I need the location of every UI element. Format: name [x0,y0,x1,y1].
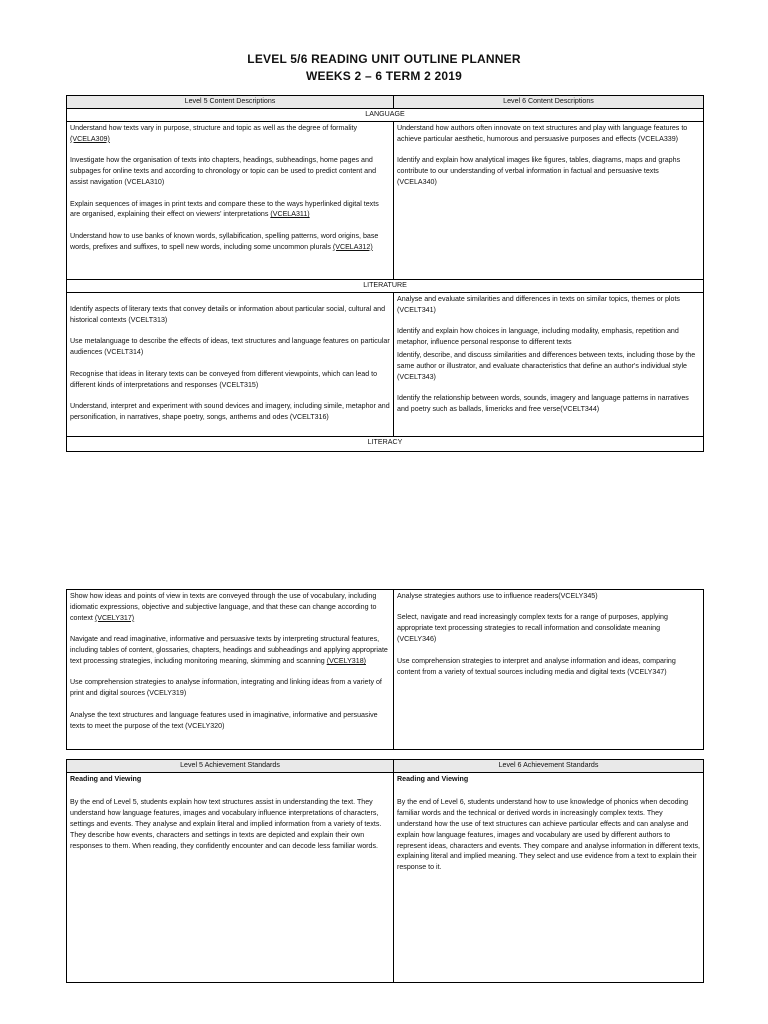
literature-level5-item: Understand, interpret and experiment with sound devices and imagery, including simile, metaphor and personification, in narratives, shape poetry, songs, anthems and odes (VCELT316) [70,401,390,421]
literature-level6-item: Identify the relationship between words, sounds, imagery and language patterns in narratives and poetry such as ballads, limericks and free verse(VCELT344) [397,394,689,414]
literacy-level5-item: Use comprehension strategies to analyse information, integrating and linking ideas from a variety of print and digital sources (VCELY319) [70,678,382,698]
level5-achievement-cell [67,773,394,983]
language-section-label: LANGUAGE [67,109,704,122]
achievement-standards-table [66,759,704,983]
document-subtitle: WEEKS 2 – 6 TERM 2 2019 [306,69,462,83]
language-level6-item: Identify and explain how analytical images like figures, tables, diagrams, maps and graphs contribute to our understanding of verbal information in factual and persuasive texts (VCELA340) [397,156,681,187]
language-level6-item: Understand how authors often innovate on text structures and play with language features to achieve particular aesthetic, humorous and persuasive purposes and effects (VCELA339) [397,124,688,143]
language-level5-item: Understand how texts vary in purpose, structure and topic as well as the degree of formality (VCELA309) [70,124,358,143]
literacy-level5-item: Navigate and read imaginative, informative and persuasive texts by interpreting structural features, including tables of content, glossaries, chapters, headings and subheadings and applying appropriate text processing strategies, including monitoring meaning, skimming and scanning (VCELY318) [70,635,388,666]
level6-achievement-text: By the end of Level 6, students understand how to use knowledge of phonics when decoding familiar words and the technical or derived words in increasingly complex texts. They understand how the use of text structures can achieve particular effects and can analyse and explain how language features, images and vocabulary are used by different authors to represent ideas, characters and events. They compare and analyse information in different texts, explaining literal and implied meaning. They select and use evidence from a text to explain their response to it. [397,797,700,872]
level5-content-header: Level 5 Content Descriptions [67,96,394,109]
literature-section-label: LITERATURE [67,280,704,293]
level6-achievement-cell [394,773,704,983]
literature-level5-item: Recognise that ideas in literary texts can be conveyed from different viewpoints, which can lead to different kinds of interpretations and responses (VCELT315) [70,369,378,389]
literacy-level5-item: Show how ideas and points of view in texts are conveyed through the use of vocabulary, including idiomatic expressions, objective and subjective language, and that these can change according to context (VCELY317) [70,592,377,622]
literature-level6-cell [394,293,704,437]
language-level5-item: Explain sequences of images in print texts and compare these to the ways hyperlinked digital texts are organised, explaining their effect on viewers' interpretations (VCELA311) [70,199,379,219]
literacy-level6-cell [394,590,704,750]
literature-level6-item: Analyse and evaluate similarities and differences in texts on similar topics, themes or plots (VCELT341) [397,295,680,314]
literature-level6-item: Identify and explain how choices in language, including modality, emphasis, repetition and metaphor, influence personal response to different texts [397,327,679,347]
level5-achievement-header: Level 5 Achievement Standards [67,760,394,773]
literacy-level6-item: Select, navigate and read increasingly complex texts for a range of purposes, applying appropriate text processing strategies to recall information and consolidate meaning (VCELY346) [397,613,668,644]
literacy-level5-item: Analyse the text structures and language features used in imaginative, informative and persuasive texts to meet the purpose of the text (VCELY320) [70,710,378,730]
literature-level5-item: Use metalanguage to describe the effects of ideas, text structures and language features on particular audiences (VCELT314) [70,337,390,357]
literacy-level6-item: Use comprehension strategies to interpret and analyse information and ideas, comparing content from a variety of textual sources including media and digital texts (VCELY347) [397,656,676,676]
literacy-level6-item: Analyse strategies authors use to influence readers(VCELY345) [397,592,598,600]
level6-subheading: Reading and Viewing [397,775,469,783]
level5-achievement-text: By the end of Level 5, students explain how text structures assist in understanding the text. They understand how language features, images and vocabulary influence interpretations of characters, settings and events. They analyse and explain literal and implied information from a variety of texts. They describe how events, characters and settings in texts are depicted and explain their own responses to them. When reading, they confidently encounter and can decode less familiar words. [70,797,382,850]
content-descriptions-table [66,95,704,452]
literacy-section-label: LITERACY [67,437,704,452]
level6-content-header: Level 6 Content Descriptions [394,96,704,109]
language-level6-cell [394,122,704,280]
level6-achievement-header: Level 6 Achievement Standards [394,760,704,773]
literacy-level5-cell [67,590,394,750]
language-level5-cell [67,122,394,280]
literature-level5-cell [67,293,394,437]
language-level5-item: Understand how to use banks of known words, syllabification, spelling patterns, word origins, base words, prefixes and suffixes, to spell new words, including some uncommon plurals (VCELA312) [70,231,379,251]
literacy-table [66,589,704,750]
literature-level5-item: Identify aspects of literary texts that convey details or information about particular social, cultural and historical contexts (VCELT313) [70,305,386,324]
document-title: LEVEL 5/6 READING UNIT OUTLINE PLANNER [247,52,521,66]
language-level5-item: Investigate how the organisation of texts into chapters, headings, subheadings, home pages and subpages for online texts and according to chronology or topic can be used to predict content and assist navigation (VCELA310) [70,156,377,187]
level5-subheading: Reading and Viewing [70,775,142,783]
literature-level6-item: Identify, describe, and discuss similarities and differences between texts, including those by the same author or illustrator, and evaluate characteristics that define an author's individual style (VCELT343) [397,351,696,381]
